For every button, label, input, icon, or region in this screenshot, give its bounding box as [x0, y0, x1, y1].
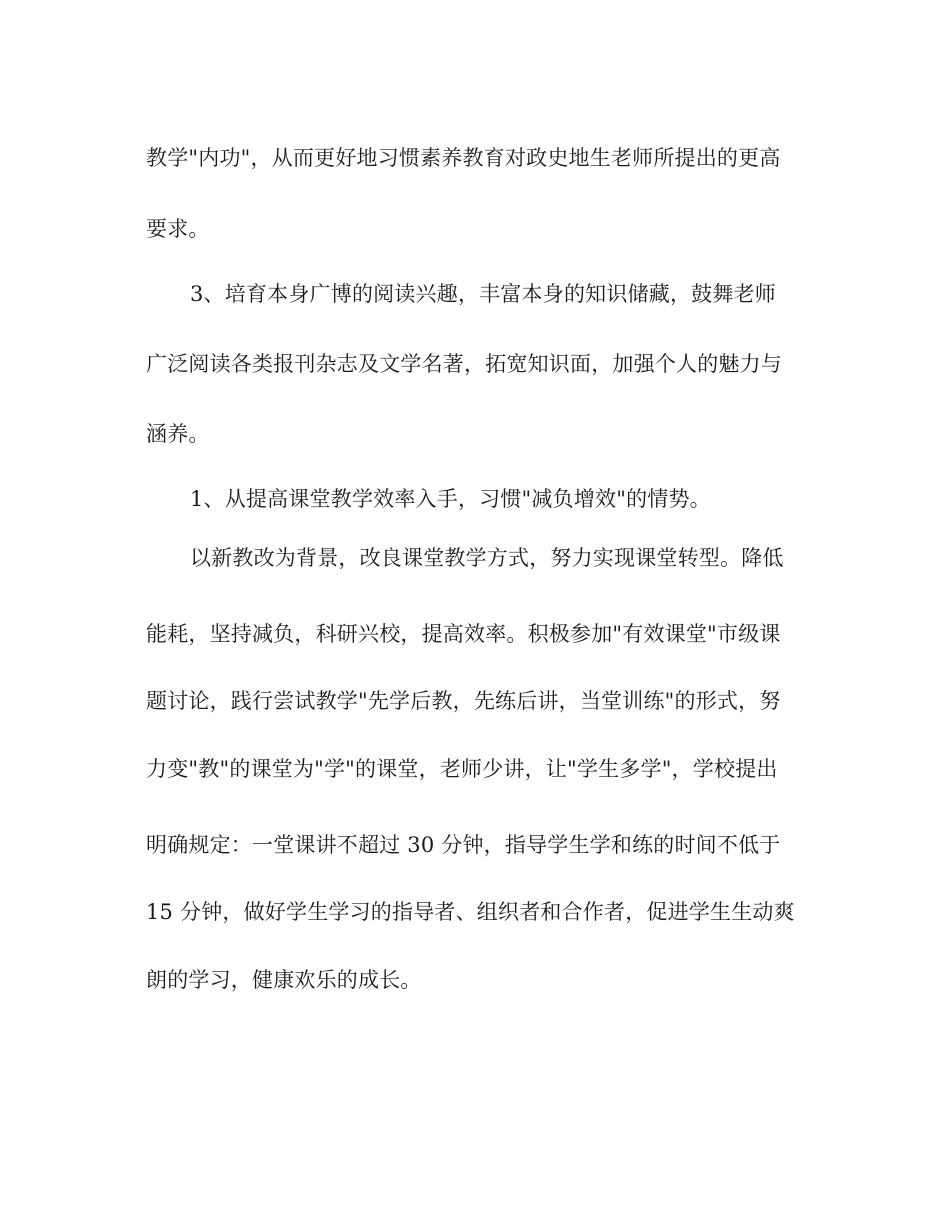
text-line-8: 能耗，坚持减负，科研兴校，提高效率。积极参加"有效课堂"市级课 [146, 622, 781, 646]
text-line-6: 1、从提高课堂教学效率入手，习惯"减负增效"的情势。 [190, 487, 711, 511]
text-line-11: 明确规定：一堂课讲不超过 30 分钟，指导学生学和练的时间不低于 [146, 833, 781, 857]
text-line-12: 15 分钟，做好学生学习的指导者、组织者和合作者，促进学生生动爽 [146, 900, 795, 924]
text-line-2: 要求。 [146, 217, 210, 241]
text-line-1: 教学"内功"，从而更好地习惯素养教育对政史地生老师所提出的更高 [146, 146, 781, 170]
text-line-7: 以新教改为背景，改良课堂教学方式，努力实现课堂转型。降低 [190, 546, 784, 570]
text-line-5: 涵养。 [146, 422, 210, 446]
text-line-10: 力变"教"的课堂为"学"的课堂，老师少讲，让"学生多学"，学校提出 [146, 757, 778, 781]
text-line-3: 3、培育本身广博的阅读兴趣，丰富本身的知识储藏，鼓舞老师 [190, 282, 776, 306]
text-line-4: 广泛阅读各类报刊杂志及文学名著，拓宽知识面，加强个人的魅力与 [146, 352, 782, 376]
text-line-9: 题讨论，践行尝试教学"先学后教，先练后讲，当堂训练"的形式，努 [146, 689, 781, 713]
text-line-13: 朗的学习，健康欢乐的成长。 [146, 968, 422, 992]
